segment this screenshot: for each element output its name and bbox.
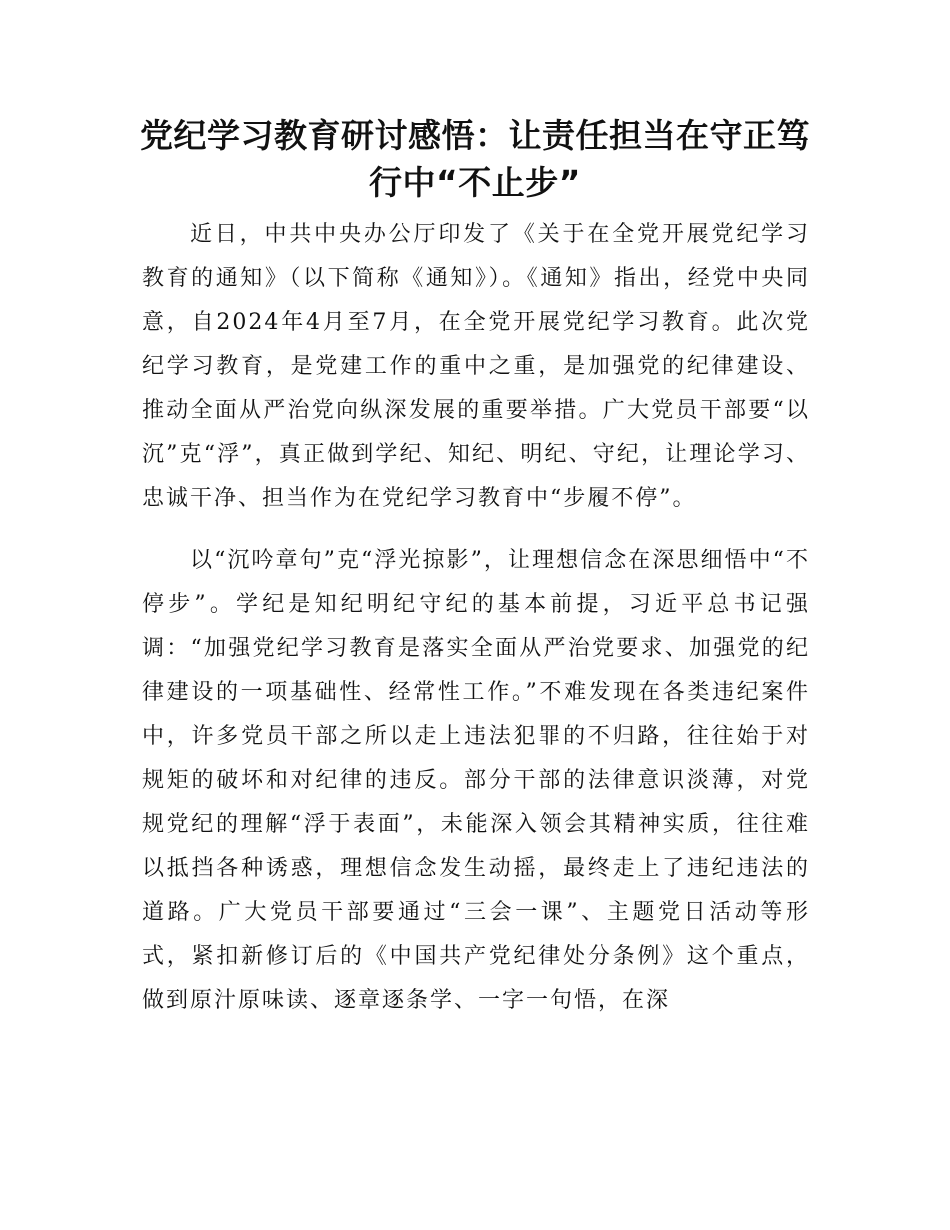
document-title xyxy=(120,112,830,206)
title-line-1: 党纪学习教育研讨感悟：让责任担当在守正笃 xyxy=(140,116,810,155)
document-body xyxy=(142,213,810,1023)
title-line-2: 行中“不止步” xyxy=(369,163,581,202)
paragraph-1: 近日，中共中央办公厅印发了《关于在全党开展党纪学习教育的通知》（以下简称《通知》）。《通知》指出，经党中央同意，自2024年4月至7月，在全党开展党纪学习教育。此次党纪学习教育，是党建工作的重中之重，是加强党的纪律建设、推动全面从严治党向纵深发展的重要举措。广大党员干部要“以沉”克“浮”，真正做到学纪、知纪、明纪、守纪，让理论学习、忠诚干净、担当作为在党纪学习教育中“步履不停”。 xyxy=(142,222,810,511)
paragraph-2: 以“沉吟章句”克“浮光掠影”，让理想信念在深思细悟中“不停步”。学纪是知纪明纪守纪的基本前提，习近平总书记强调：“加强党纪学习教育是落实全面从严治党要求、加强党的纪律建设的一项基础性、经常性工作。”不难发现在各类违纪案件中，许多党员干部之所以走上违法犯罪的不归路，往往始于对规矩的破坏和对纪律的违反。部分干部的法律意识淡薄，对党规党纪的理解“浮于表面”，未能深入领会其精神实质，往往难以抵挡各种诱惑，理想信念发生动摇，最终走上了违纪违法的道路。广大党员干部要通过“三会一课”、主题党日活动等形式，紧扣新修订后的《中国共产党纪律处分条例》这个重点，做到原汁原味读、逐章逐条学、一字一句悟，在深 xyxy=(142,548,810,1013)
